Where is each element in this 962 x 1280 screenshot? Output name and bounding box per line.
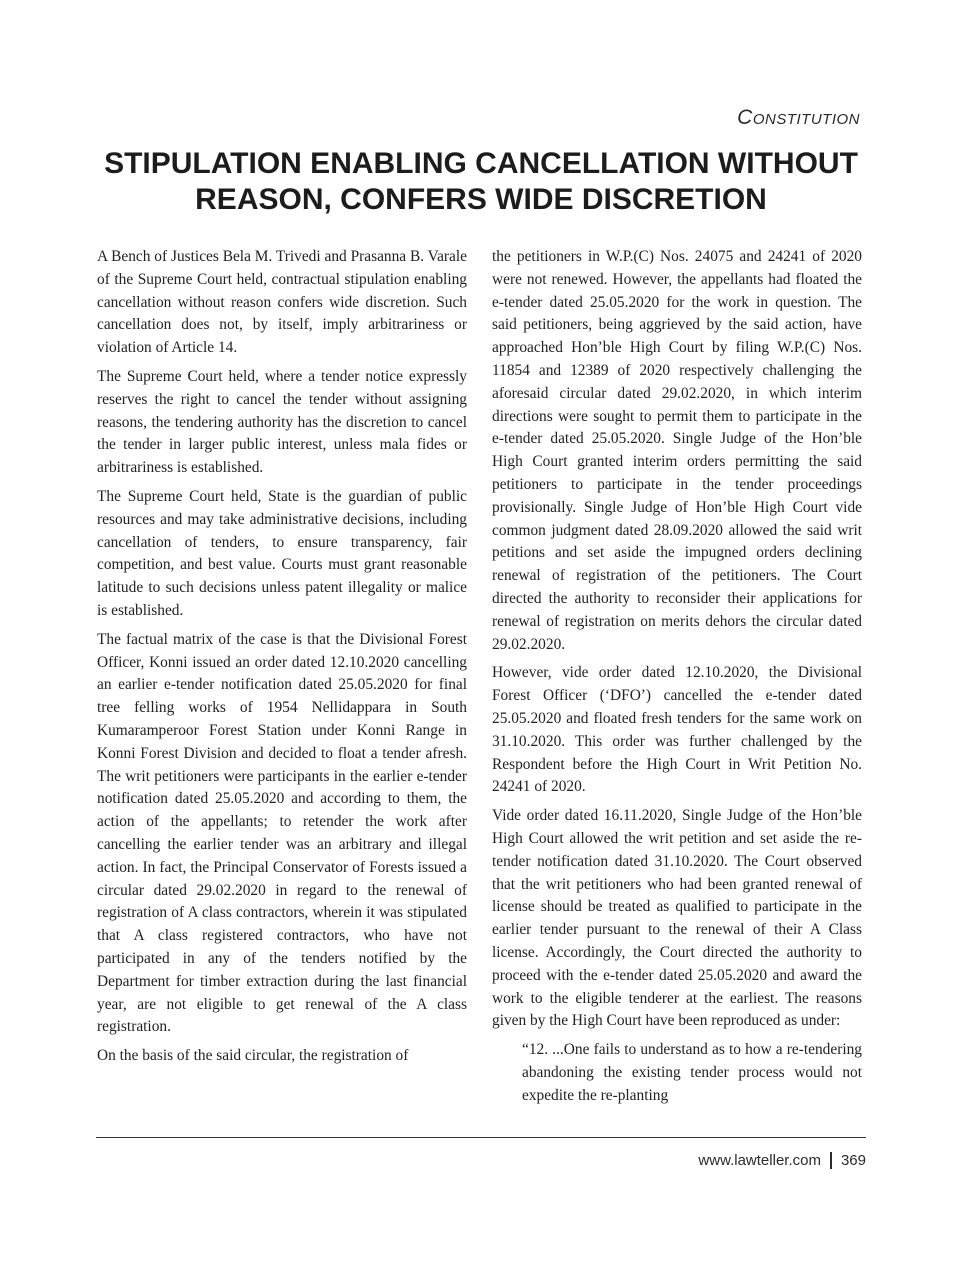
section-label: Constitution [737, 106, 860, 129]
page-number: 369 [840, 1152, 866, 1169]
paragraph: However, vide order dated 12.10.2020, the Divisional Forest Officer (‘DFO’) cancelled the e-tender dated 25.05.2020 and floated fresh tenders for the same work on 31.10.2020. This order was further challenged by the Respondent before the High Court in Writ Petition No. 24241 of 2020. [492, 664, 862, 796]
paragraph: Vide order dated 16.11.2020, Single Judge of the Hon’ble High Court allowed the writ petition and set aside the re-tender notification dated 31.10.2020. The Court observed that the writ petitioners who had been granted renewal of license should be treated as qualified to participate in the earlier tender pursuant to the renewal of their A Class license. Accordingly, the Court directed the authority to proceed with the e-tender dated 25.05.2020 and award the work to the eligible tenderer at the earliest. The reasons given by the High Court have been reproduced as under: [492, 807, 862, 1030]
footer-website: www.lawteller.com [698, 1152, 821, 1169]
page-footer [698, 1152, 866, 1169]
block-quote: “12. ...One fails to understand as to how a re-tendering abandoning the existing tender process would not expedite the re-planting [522, 1041, 862, 1104]
paragraph: On the basis of the said circular, the registration of [97, 1047, 409, 1065]
paragraph: A Bench of Justices Bela M. Trivedi and Prasanna B. Varale of the Supreme Court held, contractual stipulation enabling cancellation without reason confers wide discretion. Such cancellation does not, by itself, imply arbitrariness or violation of Article 14. [97, 248, 467, 357]
paragraph: the petitioners in W.P.(C) Nos. 24075 and 24241 of 2020 were not renewed. However, the appellants had floated the e-tender dated 25.05.2020 for the work in question. The said petitioners, being aggrieved by the said action, have approached Hon’ble High Court by filing W.P.(C) Nos. 11854 and 12389 of 2020 respectively challenging the aforesaid circular dated 29.02.2020, in which interim directions were sought to permit them to participate in the e-tender dated 25.05.2020. Single Judge of the Hon’ble High Court granted interim orders permitting the said petitioners to participate in the tender proceedings provisionally. Single Judge of Hon’ble High Court vide common judgment dated 28.09.2020 allowed the said writ petitions and set aside the impugned orders declining renewal of registration of the petitioners. The Court directed the authority to reconsider their applications for renewal of registration on merits dehors the circular dated 29.02.2020. [492, 248, 862, 653]
left-column [97, 246, 467, 1136]
right-column [492, 246, 862, 1136]
paragraph: The Supreme Court held, State is the guardian of public resources and may take administrative decisions, including cancellation of tenders, to ensure transparency, fair competition, and best value. Courts must grant reasonable latitude to such decisions unless patent illegality or malice is established. [97, 487, 467, 619]
footer-separator [830, 1152, 832, 1169]
article-title: STIPULATION ENABLING CANCELLATION WITHOUT REASON, CONFERS WIDE DISCRETION [104, 147, 858, 216]
paragraph: The factual matrix of the case is that the Divisional Forest Officer, Konni issued an order dated 12.10.2020 cancelling an earlier e-tender notification dated 25.05.2020 for final tree felling works of 1954 Nellidappara in South Kumaramperoor Forest Station under Konni Range in Konni Forest Division and decided to float a tender afresh. The writ petitioners were participants in the earlier e-tender notification dated 25.05.2020 and according to them, the action of the appellants; to retender the work after cancelling the earlier tender was an arbitrary and illegal action. In fact, the Principal Conservator of Forests issued a circular dated 29.02.2020 in regard to the renewal of registration of A class contractors, wherein it was stipulated that A class registered contractors, who have not participated in any of the tenders notified by the Department for timber extraction during the last financial year, are not eligible to get renewal of the A class registration. [97, 630, 467, 1036]
footer-divider [96, 1137, 866, 1138]
paragraph: The Supreme Court held, where a tender notice expressly reserves the right to cancel the tender without assigning reasons, the tendering authority has the discretion to cancel the tender in larger public interest, unless mala fides or arbitrariness is established. [97, 367, 467, 477]
